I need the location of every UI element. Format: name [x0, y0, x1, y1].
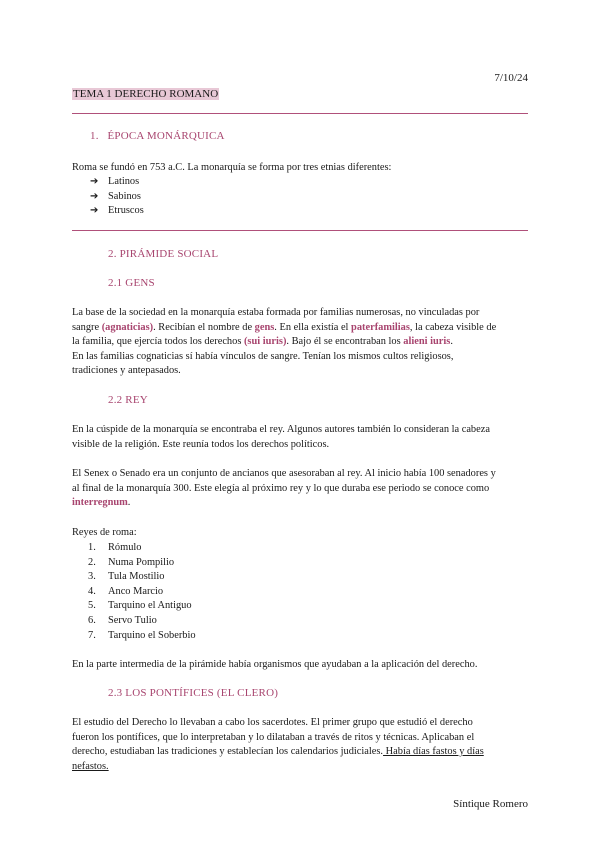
term-agnaticias: (agnaticias)	[101, 321, 154, 333]
gens-paragraph: La base de la sociedad en la monarquía estaba formada por familias numerosas, no vinculadas por sangre (agnaticias). Recibían el nombre de gens. En ella existía el paterfamilias, la cabeza visible de la familia, que ejercía todos los derechos (sui iuris). Bajo él se encontraban los alieni iuris. En las familias cognaticias sí había vínculos de sangre. Tenían los mismos cultos religiosos, tradiciones y antepasados.	[72, 307, 497, 377]
underlined-text: nefastos.	[72, 760, 109, 772]
term-gens: gens	[254, 321, 275, 333]
heading-epoca-monarquica	[90, 130, 225, 142]
arrow-right-icon: ➔	[90, 190, 99, 202]
term-alieni-iuris: alieni iuris	[403, 336, 451, 348]
rey-paragraph-2: El Senex o Senado era un conjunto de ancianos que asesoraban al rey. Al inicio había 100 senadores y al final de la monarquía 300. Este elegía al próximo rey y lo que duraba ese periodo se conoce como interregnum.	[72, 468, 496, 509]
pontifices-paragraph: El estudio del Derecho lo llevaban a cabo los sacerdotes. El primer grupo que estudió el derecho fueron los pontífices, que lo interpretaban y lo dilataban a través de ritos y técnicas. Aplicaban el derecho, estudiaban las tradiciones y establecían los calendarios judiciales. Había días fastos y días nefastos.	[72, 717, 484, 772]
term-paterfamilias: paterfamilias	[351, 321, 410, 333]
kings-label: Reyes de roma:	[72, 527, 137, 538]
list-item: ➔ Latinos	[90, 175, 144, 190]
intro-paragraph: Roma se fundó en 753 a.C. La monarquía se forma por tres etnias diferentes:	[72, 162, 392, 173]
term-interregnum: interregnum	[72, 497, 128, 509]
list-item: 7. Tarquino el Soberbio	[88, 629, 196, 641]
list-item: 4. Anco Marcio	[88, 585, 164, 597]
heading-gens: 2.1 GENS	[108, 277, 155, 289]
heading-rey: 2.2 REY	[108, 394, 148, 406]
rey-paragraph-3: En la parte intermedia de la pirámide había organismos que ayudaban a la aplicación del derecho.	[72, 659, 478, 670]
list-item: 6. Servo Tulio	[88, 614, 157, 626]
document-date: 7/10/24	[494, 72, 528, 84]
list-item: 1. Rómulo	[88, 542, 142, 553]
rey-paragraph-1: En la cúspide de la monarquía se encontraba el rey. Algunos autores también lo consideran la cabeza visible de la religión. Este reunía todos los derechos políticos.	[72, 424, 490, 450]
underlined-text: Había días fastos y días	[383, 746, 484, 758]
kings-list	[88, 541, 196, 643]
list-item: ➔ Etruscos	[90, 204, 144, 219]
divider	[72, 113, 528, 114]
list-item: 5. Tarquino el Antiguo	[88, 600, 192, 612]
list-item: 3. Tula Mostilio	[88, 571, 165, 583]
arrow-right-icon: ➔	[90, 205, 99, 217]
term-sui-iuris: (sui iuris)	[243, 336, 287, 348]
heading-piramide-social: 2. PIRÁMIDE SOCIAL	[108, 248, 219, 260]
heading-number: 1.	[90, 130, 99, 142]
heading-pontifices: 2.3 LOS PONTÍFICES (EL CLERO)	[108, 687, 279, 699]
arrow-right-icon: ➔	[90, 176, 99, 187]
list-item: ➔ Sabinos	[90, 190, 144, 205]
author-name: Síntique Romero	[453, 798, 528, 810]
ethnias-list	[90, 175, 144, 219]
divider	[72, 230, 528, 231]
document-title: TEMA 1 DERECHO ROMANO	[73, 88, 219, 100]
heading-text: ÉPOCA MONÁRQUICA	[107, 130, 225, 142]
list-item: 2. Numa Pompilio	[88, 556, 175, 568]
